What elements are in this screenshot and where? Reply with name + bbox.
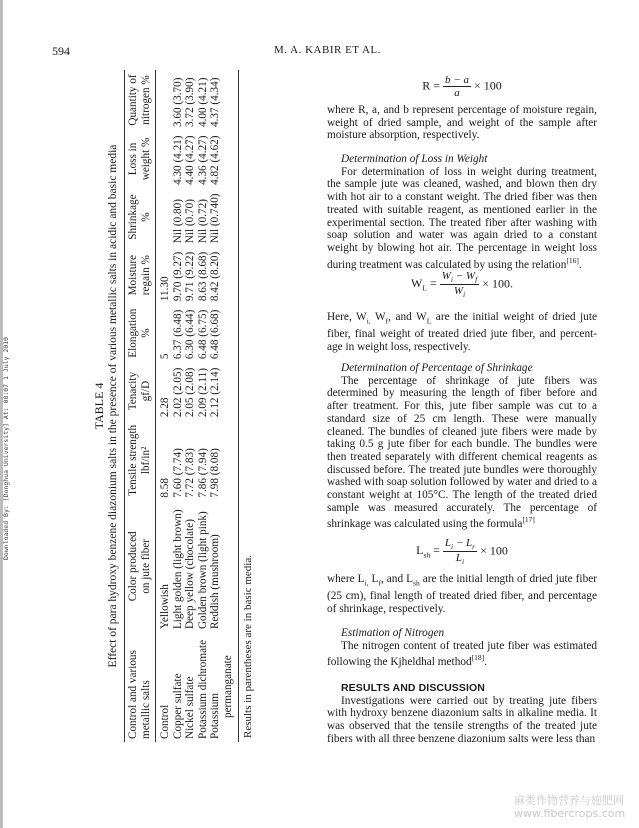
heading-nitrogen: Estimation of Nitrogen: [341, 627, 445, 639]
cell-nitrogen: 3.60 (3.70): [171, 77, 184, 127]
table-caption: Effect of para hydroxy benzene diazonium salts in the presence of various metallic salts in acidic and basic media: [107, 144, 119, 668]
cell-color: [222, 501, 239, 632]
cell-loss: [222, 130, 239, 188]
cell-salt: Nickel sulfate: [184, 676, 196, 739]
cell-tensile: 7.72 (7.83): [184, 448, 196, 498]
cell-tensile: 7.86 (7.94): [196, 448, 209, 498]
para-loss-weight: For determination of loss in weight during treatment, the sample jute was cleaned, washed, and blown then dry with hot air to a constant weight. The dried fiber was then treated with suitable reagent, as mentioned earlier in the experimental section. The treated fiber after washing with soap solution and water was again dried to a constant weight by blowing hot air. The percentage in weight loss during treatment was calculated by using the relation[16].: [327, 165, 597, 271]
eq-fraction: $\frac{L_i - L_r}{L_i}$: [444, 537, 476, 567]
cell-salt: Potassium: [209, 692, 221, 739]
running-head: M. A. KABIR ET AL.: [274, 44, 381, 56]
cell-elongation: [222, 304, 239, 362]
section-shrinkage: [327, 362, 597, 531]
cell-elongation: 6.48 (6.68): [209, 309, 221, 360]
para-weight-loss-def: Here, $W_{i,}$ $W_f$, and $W_L$ are the initial weight of dried jute fiber, final weight of treated dried jute fiber, and percent-age in weight loss, respectively.: [327, 311, 597, 353]
table-row: [197, 70, 210, 742]
table-footnote: Results in parentheses are in basic media.: [242, 555, 254, 738]
data-table: [124, 70, 239, 742]
ref-18[interactable]: [18]: [471, 653, 485, 663]
cell-loss: 4.36 (4.27): [196, 135, 209, 185]
eq-fraction: $\frac{W_i - W_f}{W_i}$: [441, 270, 478, 300]
cell-elongation: 6.48 (6.75): [196, 309, 209, 360]
cell-loss: 4.40 (4.27): [184, 135, 196, 185]
download-note: Downloaded By: [Donghua University] At: 08:07 1 July 2010: [2, 336, 10, 560]
cell-shrinkage: [222, 188, 239, 246]
cell-tensile: 7.98 (8.08): [209, 448, 221, 498]
cell-salt: Control: [159, 704, 171, 739]
section-results: [327, 682, 597, 746]
table-row: [184, 70, 197, 742]
cell-nitrogen: 4.00 (4.21): [196, 77, 209, 127]
col-header-color: Color produced on jute fiber: [127, 531, 152, 602]
cell-moisture: 11.30: [159, 276, 171, 302]
cell-loss: 4.82 (4.62): [209, 135, 221, 185]
eq-rhs: × 100: [473, 78, 502, 93]
equation-weight-loss: [327, 270, 597, 299]
para-moisture: where R, a, and b represent percentage of moisture regain, weight of dried sample, and weight of the sample after moisture absorption, respectively.: [327, 104, 597, 142]
equation-moisture-regain: [327, 74, 597, 99]
cell-salt: Copper sulfate: [171, 673, 184, 739]
table-row: [222, 70, 239, 742]
cell-salt: Potassium dichromate: [196, 639, 209, 739]
cell-elongation: 5: [159, 353, 171, 360]
cell-salt: permanganate: [221, 655, 234, 718]
col-header-elongation: Elongation %: [127, 308, 152, 358]
cell-tensile: [222, 420, 239, 501]
equation-shrinkage: [327, 537, 597, 566]
table-row: [172, 70, 185, 742]
table-4: [86, 70, 282, 742]
para-shrinkage: The percentage of shrinkage of jute fibers was determined by measuring the length of fiber before and after treatment. For this, jute fiber sample was cut to a standard size of 25 cm length. These were manually cleaned. The bundles of cleaned jute fibers were made by taking 0.5 g jute fiber for each bundle. The bundles were then treated separately with different chemical reagents as discussed before. The treated jute bundles were thoroughly washed with soap solution followed by water and dried to a constant weight at 105°C. The length of the treated dried sample was measured accurately. The percentage of shrinkage was calculated using the formula[17]: [327, 374, 597, 531]
cell-shrinkage: Nil (0.70): [184, 199, 196, 244]
cell-tensile: 7.60 (7.74): [171, 448, 184, 498]
cell-moisture: 9.71 (9.22): [184, 251, 196, 302]
col-header-tenacity: Tenacity gf/D: [127, 371, 152, 411]
cell-nitrogen: [222, 70, 239, 130]
cell-loss: [156, 130, 172, 188]
cell-shrinkage: Nil (0.72): [196, 199, 209, 244]
cell-elongation: 6.30 (6.44): [184, 309, 196, 360]
section-loss-weight: [327, 153, 597, 271]
eq-rhs: × 100.: [482, 276, 513, 291]
cell-tenacity: 2.02 (2.05): [171, 367, 184, 418]
ref-16[interactable]: [16]: [566, 255, 579, 265]
table-row: [156, 70, 172, 742]
cell-color: Reddish (mushroom): [209, 534, 221, 630]
cell-tenacity: 2.28: [159, 397, 171, 418]
cell-tenacity: 2.09 (2.11): [196, 368, 209, 418]
cell-elongation: 6.37 (6.48): [171, 309, 184, 360]
cell-shrinkage: [156, 188, 172, 246]
eq-lhs: R =: [422, 78, 441, 93]
cell-moisture: 9.70 (9.27): [171, 251, 184, 302]
cell-tenacity: [222, 362, 239, 420]
cell-moisture: 8.63 (8.68): [196, 251, 209, 302]
col-header-salts: Control and various metallic salts: [127, 650, 152, 739]
cell-tensile: 8.58: [159, 478, 171, 498]
cell-color: Light golden (light brown): [171, 509, 184, 630]
heading-loss-weight: Determination of Loss in Weight: [341, 153, 488, 165]
eq-lhs: $W_L$ =: [411, 276, 437, 293]
table-row: [209, 70, 222, 742]
eq-fraction: $\frac{b - a}{a}$: [445, 74, 469, 99]
col-header-loss: Loss in weight %: [127, 137, 152, 181]
cell-nitrogen: 4.37 (4.34): [209, 77, 221, 127]
col-header-nitrogen: Quantity of nitrogen %: [127, 74, 152, 126]
section-nitrogen: [327, 627, 597, 669]
cell-moisture: 8.42 (8.20): [209, 251, 221, 302]
cell-nitrogen: 3.72 (3.90): [184, 77, 196, 127]
cell-color: Yellowish: [159, 584, 171, 630]
page-number: 594: [52, 44, 70, 58]
cell-color: Deep yellow (chocolate): [184, 519, 196, 630]
cell-nitrogen: [156, 70, 172, 130]
para-nitrogen: The nitrogen content of treated jute fiber was estimated following the Kjheldhal method[18].: [327, 639, 597, 669]
col-header-moisture: Moisture regain %: [127, 254, 152, 296]
eq-rhs: × 100: [480, 543, 508, 558]
cell-tenacity: 2.12 (2.14): [209, 367, 221, 418]
table-title: TABLE 4: [92, 382, 106, 430]
heading-results: RESULTS AND DISCUSSION: [341, 682, 485, 694]
para-results: Investigations were carried out by treating jute fibers with hydroxy benzene diazonium salts in alkaline media. It was observed that the tensile strengths of the treated jute fibers with all three benzene diazonium salts were less than: [327, 694, 597, 745]
watermark: 麻类作物营养与施肥网 www.fibercrops.com: [514, 794, 626, 820]
cell-moisture: [222, 246, 239, 304]
table-header-row: [125, 70, 156, 742]
cell-loss: 4.30 (4.21): [171, 135, 184, 185]
eq-lhs: $L_{sh}$ =: [416, 543, 440, 560]
col-header-shrinkage: Shrinkage %: [127, 194, 152, 240]
col-header-tensile: Tensile strength lbf/in²: [127, 424, 152, 496]
cell-color: Golden brown (light pink): [196, 511, 209, 630]
cell-tenacity: 2.05 (2.08): [184, 367, 196, 418]
cell-shrinkage: Nil (0.740): [209, 193, 221, 244]
cell-shrinkage: Nil (0.80): [171, 199, 184, 244]
ref-17[interactable]: [17]: [522, 515, 535, 525]
heading-shrinkage: Determination of Percentage of Shrinkage: [341, 362, 533, 374]
para-shrinkage-def: where $L_{i,}$ $L_f$, and $L_{sh}$ are the initial length of dried jute fiber (25 cm), final length of treated dried fiber, and percentage of shrinkage, respectively.: [327, 573, 597, 615]
